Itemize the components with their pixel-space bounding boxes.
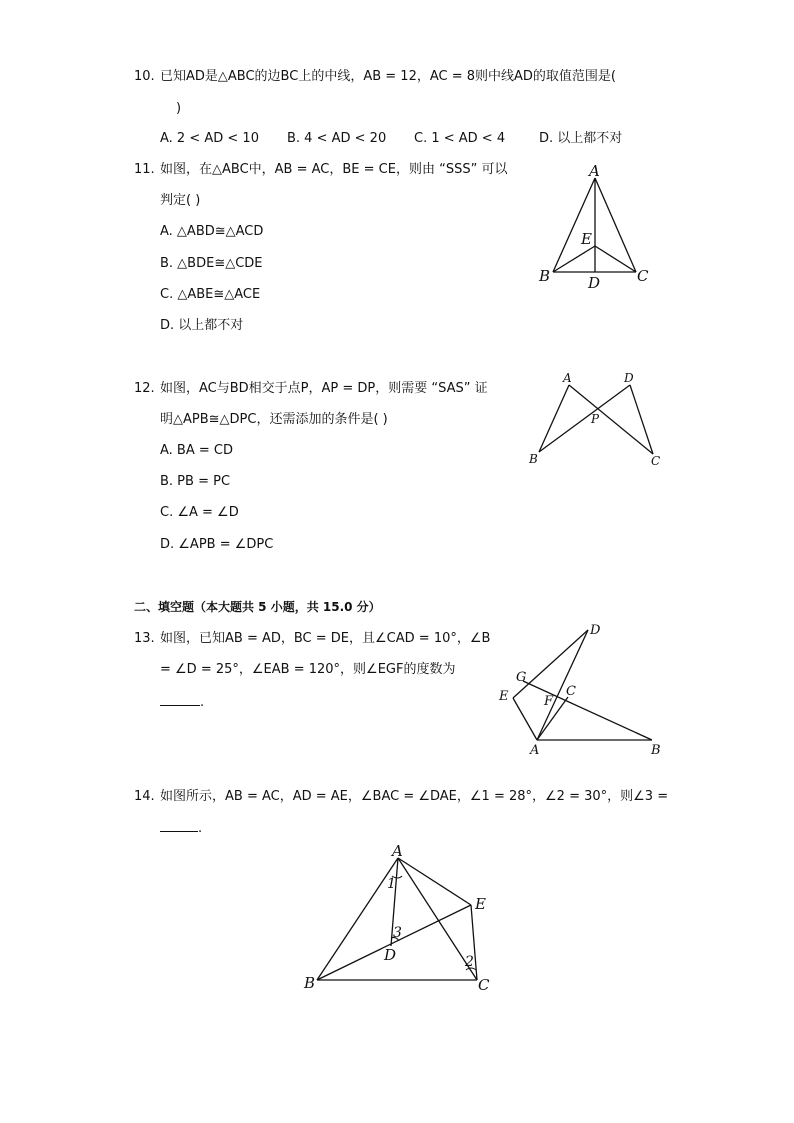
q13-number: 13. [134,631,155,646]
q13-figure [495,620,665,760]
q10-stem-cont: ) [176,101,182,116]
q11-label-b: B [539,267,551,285]
q12-line-dc [630,385,653,454]
q12-label-d: D [624,371,634,385]
q11-stem [134,161,507,179]
q10-number: 10. [134,69,155,84]
q12-number: 12. [134,381,155,396]
q11-stem-cont: 判定( ) [160,193,201,208]
q12-option-a[interactable]: A. BA = CD [160,443,233,458]
q14-line-ae [398,858,471,905]
q13-line-ae [513,698,537,740]
q11-text: 如图，在△ABC中，AB = AC，BE = CE，则由 “SSS” 可以 [160,162,508,177]
q10-option-d[interactable]: D. 以上都不对 [539,131,623,146]
q12-label-b: B [529,452,538,466]
q10-option-b[interactable]: B. 4 < AD < 20 [287,131,387,146]
q11-label-e: E [581,230,592,248]
q13-period: . [200,695,205,710]
q14-figure [295,840,500,1000]
q12-option-d[interactable]: D. ∠APB = ∠DPC [160,537,274,552]
q14-label-e: E [475,895,486,913]
q12-line-ac [569,385,653,454]
q14-angle1-label: 1 [387,876,396,892]
q13-label-c: C [566,684,576,699]
q13-label-d: D [590,623,601,638]
q12-stem [134,380,488,398]
q13-stem-cont: = ∠D = 25°，∠EAB = 120°，则∠EGF的度数为 [160,662,456,677]
q14-angle2-label: 2 [465,954,474,970]
q14-label-a: A [392,842,403,860]
q11-option-b[interactable]: B. △BDE≅△CDE [160,256,263,271]
q12-stem-cont: 明△APB≅△DPC，还需添加的条件是( ) [160,412,388,427]
q13-label-e: E [499,689,509,704]
q14-label-b: B [304,974,316,992]
q10-option-c[interactable]: C. 1 < AD < 4 [414,131,506,146]
q14-label-d: D [384,946,397,964]
q13-label-f: F [544,694,554,709]
q12-figure [525,368,665,468]
q13-line-gb [523,681,652,740]
q12-line-ab [539,385,569,452]
q13-label-g: G [516,670,527,685]
q11-figure [530,160,660,290]
q13-label-b: B [651,743,661,758]
q13-stem [134,630,490,648]
q10-option-a[interactable]: A. 2 < AD < 10 [160,131,259,146]
q12-label-p: P [591,412,600,426]
q13-line-ad [537,630,588,740]
q11-line-ab [553,178,595,272]
q13-answer-line [160,693,204,712]
q13-text: 如图，已知AB = AD，BC = DE，且∠CAD = 10°，∠B [160,631,491,646]
q11-line-ac [595,178,636,272]
q11-label-a: A [589,162,600,180]
q12-text: 如图，AC与BD相交于点P，AP = DP，则需要 “SAS” 证 [160,381,488,396]
q14-label-c: C [478,976,490,994]
q12-option-b[interactable]: B. PB = PC [160,474,231,489]
q10-text: 已知AD是△ABC的边BC上的中线，AB = 12，AC = 8则中线AD的取值范围是( [160,69,616,84]
q14-stem [134,788,668,806]
q14-angle3-label: 3 [393,925,402,941]
q12-option-c[interactable]: C. ∠A = ∠D [160,505,239,520]
q13-label-a: A [530,743,540,758]
q14-answer-line [160,819,202,838]
q11-option-d[interactable]: D. 以上都不对 [160,318,244,333]
q10-stem [134,68,616,86]
q11-label-c: C [637,267,649,285]
q13-line-ed [513,630,588,698]
q14-period: . [198,821,203,836]
q11-option-c[interactable]: C. △ABE≅△ACE [160,287,261,302]
q12-label-c: C [651,454,661,468]
q12-label-a: A [563,371,572,385]
q14-answer-blank[interactable] [160,819,198,832]
q11-label-d: D [588,274,601,292]
q13-answer-blank[interactable] [160,693,200,706]
q14-text: 如图所示，AB = AC，AD = AE，∠BAC = ∠DAE，∠1 = 28°，∠2 = 30°，则∠3 = [160,789,669,804]
section-fill-in-title: 二、填空题（本大题共 5 小题，共 15.0 分） [134,600,381,614]
q14-number: 14. [134,789,155,804]
q12-line-db [539,385,630,452]
q11-option-a[interactable]: A. △ABD≅△ACD [160,224,264,239]
q11-number: 11. [134,162,155,177]
